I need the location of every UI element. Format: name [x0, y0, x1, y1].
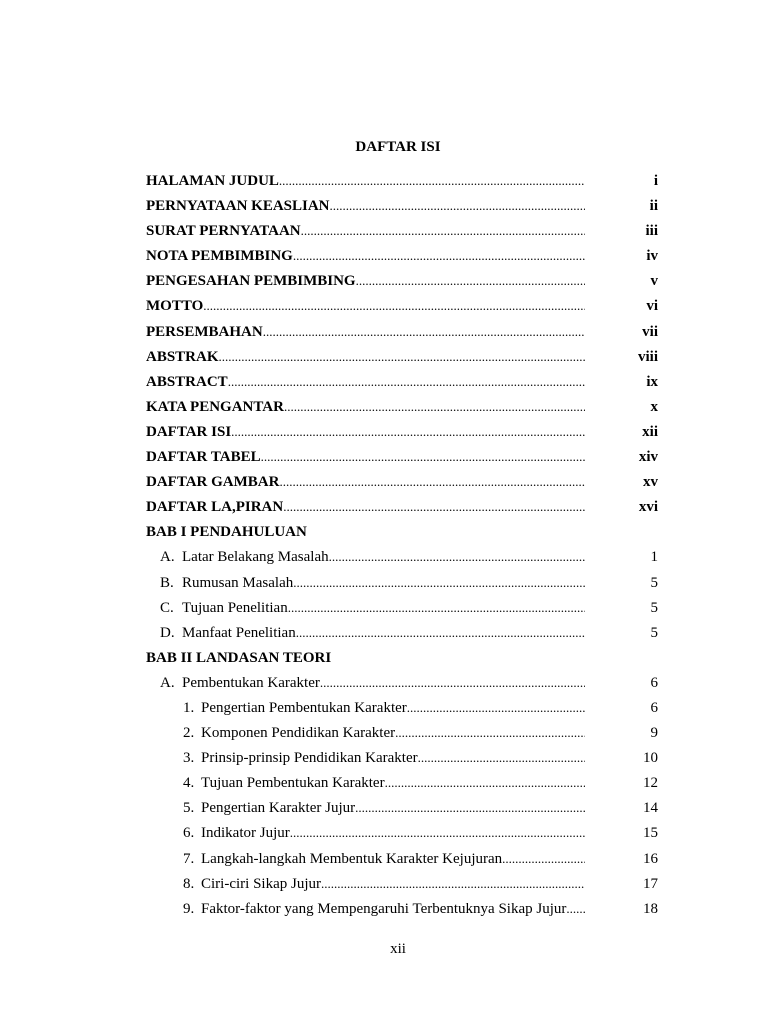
dot-leader: [284, 396, 585, 418]
toc-entry-page: i: [653, 173, 658, 189]
toc-entry-page: xii: [642, 423, 658, 440]
toc-subentry: [0, 672, 768, 697]
toc-subentry-label: Pengertian Pembentukan Karakter: [201, 699, 407, 716]
dot-leader: [407, 697, 585, 719]
toc-entry-page: 16: [643, 850, 658, 867]
toc-entry-page: 5: [650, 599, 658, 616]
toc-entry-page: vii: [642, 323, 658, 340]
toc-subentry-label: Tujuan Pembentukan Karakter: [201, 775, 385, 792]
dot-leader: [231, 421, 585, 443]
toc-subentry-label: Tujuan Penelitian: [182, 599, 288, 616]
toc-subentry-label: Langkah-langkah Membentuk Karakter Kejujuran: [201, 850, 503, 867]
toc-subentry-label: Ciri-ciri Sikap Jujur: [201, 875, 321, 892]
toc-subentry-label: Rumusan Masalah: [182, 574, 294, 591]
dot-leader: [293, 572, 585, 594]
toc-entry-page: 5: [650, 624, 658, 641]
toc-entry-page: 5: [650, 574, 658, 591]
toc-entry: [0, 270, 768, 295]
toc-entry: [0, 170, 768, 195]
dot-leader: [502, 848, 585, 870]
chapter-heading: [0, 521, 768, 546]
dot-leader: [385, 772, 585, 794]
dot-leader: [321, 873, 585, 895]
toc-subentry: [0, 822, 768, 847]
toc-subentry-label: Pembentukan Karakter: [182, 674, 320, 691]
dot-leader: [290, 822, 585, 844]
toc-subentry-marker: 9.: [183, 900, 195, 917]
dot-leader: [263, 321, 585, 343]
toc-entry-page: xv: [643, 474, 658, 491]
toc-subentry: [0, 546, 768, 571]
toc-entry-page: xvi: [638, 499, 658, 516]
dot-leader: [288, 597, 585, 619]
toc-entry: [0, 321, 768, 346]
toc-subentry: [0, 597, 768, 622]
toc-entry: [0, 346, 768, 371]
toc-subentry: [0, 848, 768, 873]
dot-leader: [566, 898, 585, 920]
toc-entry: [0, 496, 768, 521]
toc-entry: [0, 295, 768, 320]
toc-subentry-marker: 6.: [183, 825, 195, 842]
dot-leader: [329, 546, 585, 568]
toc-entry-page: 6: [650, 674, 658, 691]
toc-subentry-label: Prinsip-prinsip Pendidikan Karakter: [201, 750, 418, 767]
toc-entry-label: DAFTAR TABEL: [146, 449, 261, 466]
dot-leader: [283, 496, 585, 518]
page-number: xii: [390, 941, 406, 957]
toc-entry-page: ix: [646, 373, 658, 390]
toc-subentry: [0, 722, 768, 747]
toc-entry-page: 12: [643, 775, 658, 792]
toc-entry: [0, 421, 768, 446]
dot-leader: [418, 747, 585, 769]
toc-entry: [0, 446, 768, 471]
toc-subentry-label: Faktor-faktor yang Mempengaruhi Terbentuknya Sikap Jujur: [201, 900, 567, 917]
dot-leader: [296, 622, 585, 644]
toc-subentry: [0, 572, 768, 597]
toc-entry-label: SURAT PERNYATAAN: [146, 223, 301, 240]
toc-entry-label: KATA PENGANTAR: [146, 398, 284, 415]
toc-entry-page: 6: [650, 699, 658, 716]
toc-entry-label: DAFTAR ISI: [146, 423, 232, 440]
toc-entry-label: HALAMAN JUDUL: [146, 173, 279, 189]
chapter-heading: [0, 647, 768, 672]
page-title: DAFTAR ISI: [355, 139, 441, 155]
toc-entry-page: 9: [650, 725, 658, 742]
toc-entry: [0, 371, 768, 396]
toc-subentry-marker: B.: [160, 574, 174, 591]
toc-entry: [0, 396, 768, 421]
toc-entry-label: ABSTRACT: [146, 373, 228, 390]
toc-subentry-marker: 8.: [183, 875, 195, 892]
toc-subentry: [0, 747, 768, 772]
toc-entry-page: x: [650, 398, 658, 415]
dot-leader: [320, 672, 585, 694]
dot-leader: [293, 245, 585, 267]
dot-leader: [279, 471, 585, 493]
dot-leader: [279, 170, 585, 192]
toc-entry-page: vi: [646, 298, 658, 315]
toc-entry-page: 1: [650, 549, 658, 566]
toc-entry-page: iii: [645, 223, 658, 240]
chapter-heading-label: BAB I PENDAHULUAN: [146, 524, 307, 541]
dot-leader: [355, 797, 585, 819]
toc-subentry-marker: 2.: [183, 725, 195, 742]
toc-entry: [0, 471, 768, 496]
toc-entry-label: MOTTO: [146, 298, 204, 315]
toc-entry-page: viii: [637, 348, 658, 365]
toc-subentry-marker: D.: [160, 624, 175, 641]
toc-entry-page: 14: [643, 800, 658, 817]
dot-leader: [261, 446, 585, 468]
toc-subentry-marker: 5.: [183, 800, 195, 817]
toc-entry-label: PENGESAHAN PEMBIMBING: [146, 273, 356, 290]
toc-subentry-marker: A.: [160, 549, 175, 566]
toc-subentry-marker: 7.: [183, 850, 195, 867]
toc-subentry-marker: A.: [160, 674, 175, 691]
toc-entry: [0, 220, 768, 245]
chapter-heading-label: BAB II LANDASAN TEORI: [146, 649, 332, 666]
dot-leader: [219, 346, 585, 368]
toc-entry-label: PERSEMBAHAN: [146, 323, 263, 340]
toc-entry-page: ii: [649, 198, 658, 215]
toc-subentry-label: Latar Belakang Masalah: [182, 549, 329, 566]
dot-leader: [203, 295, 585, 317]
toc-entry: [0, 245, 768, 270]
toc-subentry-label: Indikator Jujur: [201, 825, 290, 842]
toc-subentry-marker: 3.: [183, 750, 195, 767]
toc-subentry-label: Pengertian Karakter Jujur: [201, 800, 356, 817]
dot-leader: [356, 270, 585, 292]
toc-entry-page: xiv: [638, 449, 658, 466]
toc-entry-page: 18: [643, 900, 658, 917]
toc-subentry-label: Komponen Pendidikan Karakter: [201, 725, 396, 742]
toc-subentry-marker: 4.: [183, 775, 195, 792]
toc-subentry: [0, 797, 768, 822]
toc-entry-label: PERNYATAAN KEASLIAN: [146, 198, 330, 215]
toc-entry-label: ABSTRAK: [146, 348, 219, 365]
dot-leader: [301, 220, 585, 242]
toc-subentry: [0, 873, 768, 898]
toc-subentry: [0, 697, 768, 722]
dot-leader: [330, 195, 585, 217]
toc-subentry: [0, 772, 768, 797]
toc-entry-page: iv: [646, 248, 658, 265]
toc-subentry-marker: C.: [160, 599, 174, 616]
toc-entry-label: DAFTAR LA,PIRAN: [146, 499, 284, 516]
toc-entry-label: NOTA PEMBIMBING: [146, 248, 293, 265]
toc-entry-page: 10: [643, 750, 658, 767]
dot-leader: [395, 722, 585, 744]
toc-entry-page: v: [650, 273, 658, 290]
toc-entry-page: 17: [643, 875, 658, 892]
toc-subentry-label: Manfaat Penelitian: [182, 624, 296, 641]
toc-entry-page: 15: [643, 825, 658, 842]
toc-entry-label: DAFTAR GAMBAR: [146, 474, 280, 491]
toc-subentry-marker: 1.: [183, 699, 195, 716]
dot-leader: [228, 371, 585, 393]
toc-subentry: [0, 622, 768, 647]
toc-entry: [0, 195, 768, 220]
table-of-contents: [0, 170, 768, 923]
toc-subentry: [0, 898, 768, 923]
